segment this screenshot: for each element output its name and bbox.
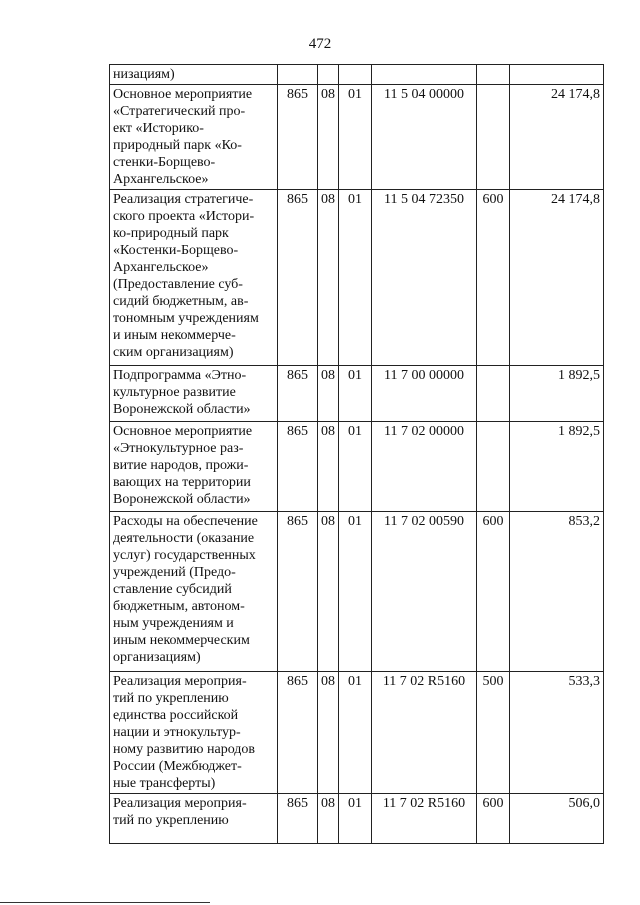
cell-vr: 500 [477, 672, 510, 794]
cell-name: Основное мероприятие «Стратегический про- ект «Историко- природный парк «Ко- стенки-Борщево- Архангельское» [110, 85, 278, 190]
cell-section: 08 [318, 85, 339, 190]
cell-vr: 600 [477, 512, 510, 672]
table-row [110, 85, 604, 190]
table-row [110, 794, 604, 844]
table-row [110, 65, 604, 85]
cell-vr: 600 [477, 190, 510, 366]
cell-section: 08 [318, 512, 339, 672]
cell-section: 08 [318, 794, 339, 844]
cell-section: 08 [318, 190, 339, 366]
cell-subsection: 01 [339, 672, 372, 794]
cell-ministry: 865 [278, 422, 318, 512]
cell-vr [477, 85, 510, 190]
cell-subsection: 01 [339, 85, 372, 190]
table-row [110, 512, 604, 672]
cell-name: Подпрограмма «Этно- культурное развитие Воронежской области» [110, 366, 278, 422]
table-row [110, 366, 604, 422]
cell-ministry: 865 [278, 794, 318, 844]
cell-csr: 11 7 02 00000 [372, 422, 477, 512]
cell-subsection: 01 [339, 794, 372, 844]
cell-csr: 11 5 04 72350 [372, 190, 477, 366]
page-number: 472 [308, 36, 332, 52]
cell-csr: 11 7 00 00000 [372, 366, 477, 422]
cell-csr: 11 7 02 00590 [372, 512, 477, 672]
cell-subsection: 01 [339, 512, 372, 672]
cell-vr [477, 422, 510, 512]
cell-amount: 24 174,8 [510, 85, 604, 190]
cell-vr: 600 [477, 794, 510, 844]
cell-csr: 11 5 04 00000 [372, 85, 477, 190]
cell-ministry: 865 [278, 85, 318, 190]
cell-ministry [278, 65, 318, 85]
budget-table [109, 64, 604, 844]
cell-name: Реализация мероприя- тий по укреплению [110, 794, 278, 844]
cell-amount: 853,2 [510, 512, 604, 672]
cell-name: Реализация мероприя- тий по укреплению единства российской нации и этнокультур- ному развитию народов России (Межбюджет- ные трансферты) [110, 672, 278, 794]
table-row [110, 672, 604, 794]
cell-ministry: 865 [278, 366, 318, 422]
cell-subsection [339, 65, 372, 85]
cell-subsection: 01 [339, 190, 372, 366]
cell-amount: 1 892,5 [510, 422, 604, 512]
cell-name: Основное мероприятие «Этнокультурное раз- витие народов, прожи- вающих на территории Воронежской области» [110, 422, 278, 512]
cell-name: Реализация стратегиче- ского проекта «Истори- ко-природный парк «Костенки-Борщево- Архангельское» (Предоставление суб- сидий бюджетным, ав- тономным учреждениям и иным некоммерче- ским организациям) [110, 190, 278, 366]
table-row [110, 190, 604, 366]
cell-amount: 506,0 [510, 794, 604, 844]
cell-name: Расходы на обеспечение деятельности (оказание услуг) государственных учреждений (Предо- ставление субсидий бюджетным, автоном- ным учреждениям и иным некоммерческим организациям) [110, 512, 278, 672]
cell-subsection: 01 [339, 422, 372, 512]
cell-vr [477, 65, 510, 85]
cell-amount: 24 174,8 [510, 190, 604, 366]
cell-amount [510, 65, 604, 85]
cell-section [318, 65, 339, 85]
cell-csr [372, 65, 477, 85]
cell-ministry: 865 [278, 672, 318, 794]
cell-subsection: 01 [339, 366, 372, 422]
footnote-separator [0, 902, 210, 903]
cell-ministry: 865 [278, 190, 318, 366]
cell-section: 08 [318, 366, 339, 422]
cell-csr: 11 7 02 R5160 [372, 672, 477, 794]
cell-csr: 11 7 02 R5160 [372, 794, 477, 844]
cell-amount: 533,3 [510, 672, 604, 794]
cell-section: 08 [318, 422, 339, 512]
table-row [110, 422, 604, 512]
cell-ministry: 865 [278, 512, 318, 672]
cell-amount: 1 892,5 [510, 366, 604, 422]
cell-vr [477, 366, 510, 422]
cell-section: 08 [318, 672, 339, 794]
cell-name: низациям) [110, 65, 278, 85]
